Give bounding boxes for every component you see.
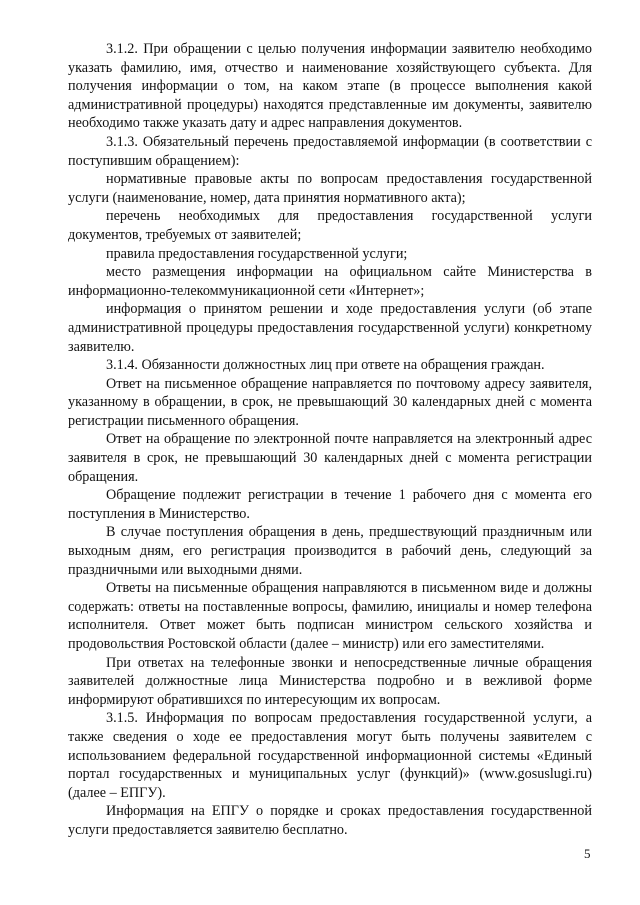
paragraph-epgu-free: Информация на ЕПГУ о порядке и сроках предоставления государственной услуги предоставляется заявителю бесплатно. bbox=[68, 803, 592, 838]
list-item-decision-info: информация о принятом решении и ходе предоставления услуги (об этапе административной процедуры предоставления государственной услуги) конкретному заявителю. bbox=[68, 301, 592, 355]
paragraph-written-reply: Ответ на письменное обращение направляется по почтовому адресу заявителя, указанному в обращении, в срок, не превышающий 30 календарных дней с момента регистрации письменного обращения. bbox=[68, 375, 592, 429]
paragraph-phone-calls: При ответах на телефонные звонки и непосредственные личные обращения заявителей должностные лица Министерства подробно и в вежливой форме информируют обратившихся по интересующим их вопросам. bbox=[68, 654, 592, 708]
list-item-required-documents: перечень необходимых для предоставления государственной услуги документов, требуемых от заявителей; bbox=[68, 208, 592, 243]
paragraph-3-1-2: 3.1.2. При обращении с целью получения информации заявителю необходимо указать фамилию, имя, отчество и наименование хозяйствующего субъекта. Для получения информации о том, на каком этапе (в процессе выполнения какой административной процедуры) находятся представленные им документы, заявителю необходимо также указать дату и адрес направления документов. bbox=[68, 41, 592, 132]
page-number: 5 bbox=[584, 846, 591, 861]
paragraph-registration: Обращение подлежит регистрации в течение 1 рабочего дня с момента его поступления в Министерство. bbox=[68, 487, 592, 522]
paragraph-3-1-3: 3.1.3. Обязательный перечень предоставляемой информации (в соответствии с поступившим обращением): bbox=[68, 133, 592, 169]
list-item-normative-acts: нормативные правовые акты по вопросам предоставления государственной услуги (наименование, номер, дата принятия нормативного акта); bbox=[68, 171, 592, 206]
list-item-service-rules: правила предоставления государственной услуги; bbox=[106, 245, 408, 262]
paragraph-holiday-registration: В случае поступления обращения в день, предшествующий праздничным или выходным дням, его регистрация производится в рабочий день, следующий за праздничными или выходными днями. bbox=[68, 524, 592, 578]
document-body bbox=[68, 40, 592, 840]
paragraph-3-1-5: 3.1.5. Информация по вопросам предоставления государственной услуги, а также сведения о ходе ее предоставления могут быть получены заявителем с использованием федеральной государственной информационной системы «Единый портал государственных и муниципальных услуг (функций)» (www.gosuslugi.ru) (далее – ЕПГУ). bbox=[68, 710, 592, 801]
paragraph-reply-content: Ответы на письменные обращения направляются в письменном виде и должны содержать: ответы на поставленные вопросы, фамилию, инициалы и номер телефона исполнителя. Ответ может быть подписан министром сельского хозяйства и продовольствия Ростовской области (далее – министр) или его заместителями. bbox=[68, 580, 592, 652]
paragraph-3-1-4: 3.1.4. Обязанности должностных лиц при ответе на обращения граждан. bbox=[106, 357, 545, 374]
paragraph-email-reply: Ответ на обращение по электронной почте направляется на электронный адрес заявителя в срок, не превышающий 30 календарных дней с момента регистрации обращения. bbox=[68, 431, 592, 485]
list-item-website-location: место размещения информации на официальном сайте Министерства в информационно-телекоммуникационной сети «Интернет»; bbox=[68, 264, 592, 299]
